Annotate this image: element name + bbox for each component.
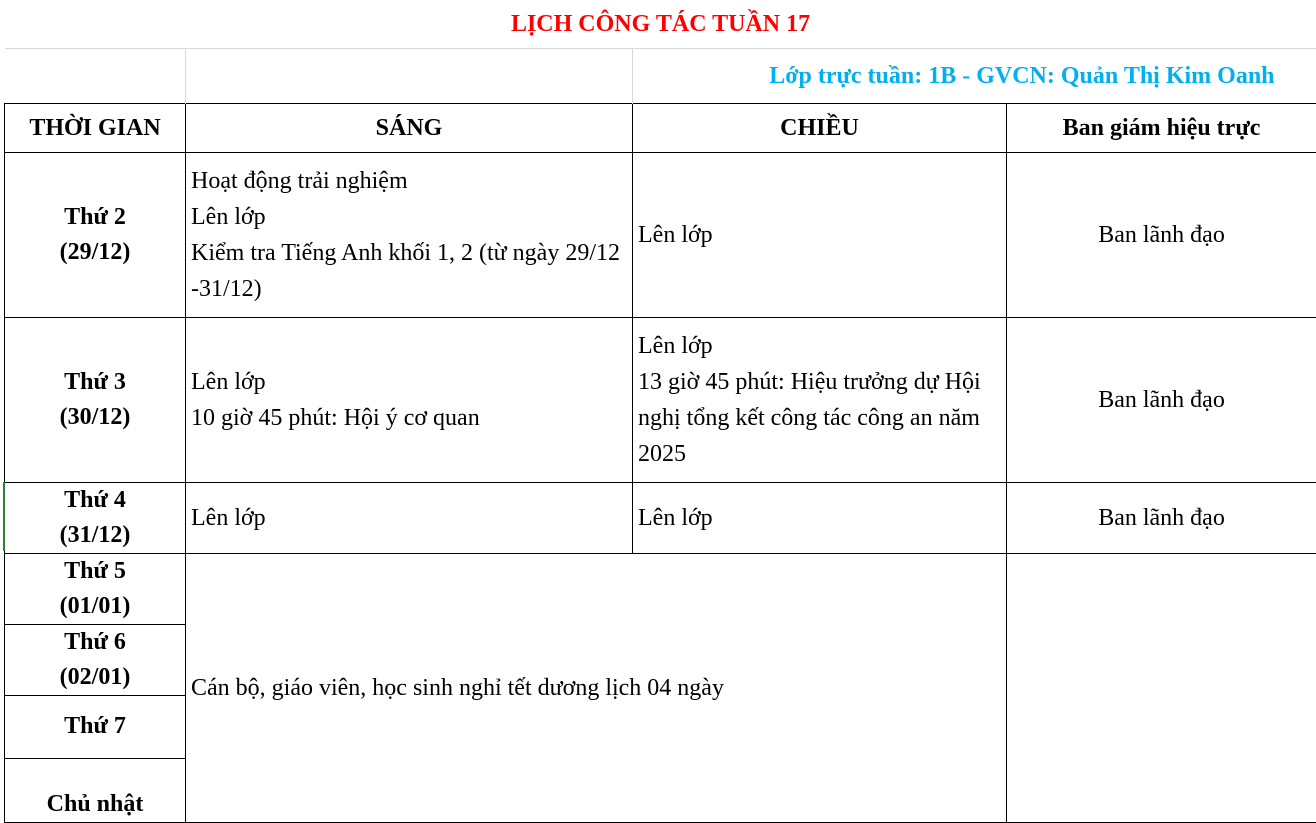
duty-cell-empty <box>1007 553 1316 822</box>
afternoon-cell <box>633 317 1007 482</box>
morning-cell <box>186 317 633 482</box>
morning-item: Lên lớp <box>191 504 266 531</box>
day-date: (29/12) <box>59 238 131 265</box>
day-date: (01/01) <box>59 592 131 619</box>
header-afternoon: CHIỀU <box>633 103 1007 152</box>
day-date: (31/12) <box>59 521 131 548</box>
day-cell <box>5 317 186 482</box>
table-row <box>5 482 1316 553</box>
header-row <box>5 103 1316 152</box>
day-date: (02/01) <box>59 663 131 690</box>
header-time: THỜI GIAN <box>5 103 186 152</box>
day-cell <box>5 553 186 624</box>
morning-item: Lên lớp <box>191 203 266 230</box>
day-name: Thứ 7 <box>64 713 126 739</box>
day-name: Thứ 5 <box>64 557 126 584</box>
table-row <box>5 317 1316 482</box>
duty-cell: Ban lãnh đạo <box>1007 482 1316 553</box>
afternoon-cell <box>633 152 1007 317</box>
schedule-table <box>4 0 1316 823</box>
afternoon-item: Lên lớp <box>638 332 713 359</box>
duty-cell: Ban lãnh đạo <box>1007 152 1316 317</box>
day-cell <box>5 152 186 317</box>
morning-item: 10 giờ 45 phút: Hội ý cơ quan <box>191 404 480 431</box>
afternoon-item: 13 giờ 45 phút: Hiệu trưởng dự Hội nghị tổng kết công tác công an năm 2025 <box>638 368 981 467</box>
page-title: LỊCH CÔNG TÁC TUẦN 17 <box>5 0 1316 48</box>
afternoon-item: Lên lớp <box>638 504 713 531</box>
day-cell <box>5 758 186 822</box>
header-duty: Ban giám hiệu trực <box>1007 103 1316 152</box>
day-cell <box>5 624 186 695</box>
duty-cell: Ban lãnh đạo <box>1007 317 1316 482</box>
afternoon-cell <box>633 482 1007 553</box>
day-name: Thứ 4 <box>64 486 126 513</box>
table-row <box>5 553 1316 624</box>
selection-edge-marker <box>3 482 5 551</box>
morning-item: Lên lớp <box>191 368 266 395</box>
day-name: Thứ 3 <box>64 368 126 395</box>
subtitle-row <box>5 48 1316 103</box>
morning-cell <box>186 482 633 553</box>
day-name: Chủ nhật <box>46 790 144 817</box>
day-name: Thứ 2 <box>64 203 126 230</box>
day-cell <box>5 482 186 553</box>
duty-class-subtitle: Lớp trực tuần: 1B - GVCN: Quản Thị Kim Oanh <box>769 62 1275 89</box>
morning-item: Kiểm tra Tiếng Anh khối 1, 2 (từ ngày 29/12 -31/12) <box>191 239 620 302</box>
day-date: (30/12) <box>59 403 131 430</box>
empty-cell <box>186 48 633 103</box>
empty-cell <box>5 48 186 103</box>
table-row <box>5 152 1316 317</box>
header-morning: SÁNG <box>186 103 633 152</box>
holiday-notice: Cán bộ, giáo viên, học sinh nghỉ tết dương lịch 04 ngày <box>186 553 1007 822</box>
title-row <box>5 0 1316 48</box>
morning-cell <box>186 152 633 317</box>
day-cell <box>5 695 186 758</box>
morning-item: Hoạt động trải nghiệm <box>191 167 408 194</box>
day-name: Thứ 6 <box>64 628 126 655</box>
afternoon-item: Lên lớp <box>638 221 713 248</box>
